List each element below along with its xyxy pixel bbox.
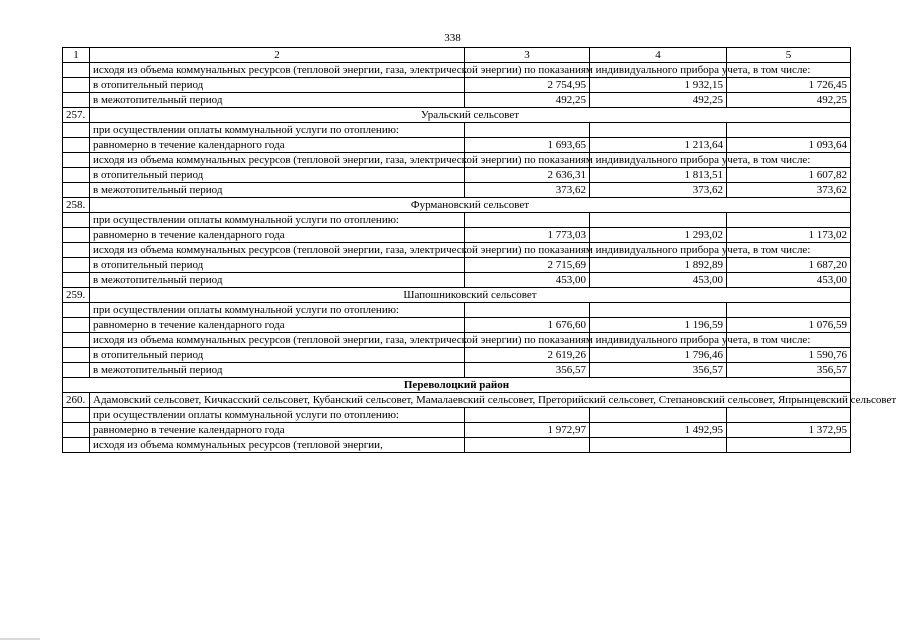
row-number [63, 303, 90, 318]
section-number: 259. [63, 288, 90, 303]
table-row [63, 153, 851, 168]
table-row [63, 273, 851, 288]
row-number [63, 138, 90, 153]
value-col-5: 373,62 [727, 183, 851, 198]
value-col-5: 1 093,64 [727, 138, 851, 153]
table-row [63, 303, 851, 318]
table-row [63, 318, 851, 333]
column-number: 2 [90, 48, 465, 63]
value-col-3: 1 773,03 [465, 228, 590, 243]
value-col-5: 1 173,02 [727, 228, 851, 243]
value-col-5 [727, 123, 851, 138]
value-col-4: 373,62 [590, 183, 727, 198]
table-row [63, 258, 851, 273]
table-row [63, 213, 851, 228]
row-description: при осуществлении оплаты коммунальной услуги по отоплению: [90, 213, 465, 228]
value-col-3: 2 636,31 [465, 168, 590, 183]
row-description: в межотопительный период [90, 363, 465, 378]
value-col-5: 1 607,82 [727, 168, 851, 183]
row-description: исходя из объема коммунальных ресурсов (тепловой энергии, газа, электрической энергии) по показаниям индивидуального прибора учета, в том числе: [90, 333, 465, 348]
value-col-5: 1 726,45 [727, 78, 851, 93]
value-col-3: 1 693,65 [465, 138, 590, 153]
value-col-4 [590, 303, 727, 318]
value-col-5: 356,57 [727, 363, 851, 378]
column-number: 1 [63, 48, 90, 63]
value-col-5: 1 590,76 [727, 348, 851, 363]
section-number: 258. [63, 198, 90, 213]
value-col-4 [590, 408, 727, 423]
value-col-3: 2 619,26 [465, 348, 590, 363]
table-row [63, 93, 851, 108]
row-description: исходя из объема коммунальных ресурсов (тепловой энергии, газа, электрической энергии) по показаниям индивидуального прибора учета, в том числе: [90, 243, 465, 258]
row-description: при осуществлении оплаты коммунальной услуги по отоплению: [90, 303, 465, 318]
row-description: равномерно в течение календарного года [90, 138, 465, 153]
district-row [63, 378, 851, 393]
table-row [63, 408, 851, 423]
row-number [63, 123, 90, 138]
row-description: в межотопительный период [90, 273, 465, 288]
value-col-5 [727, 438, 851, 453]
column-number: 4 [590, 48, 727, 63]
section-title: Фурмановский сельсовет [90, 198, 851, 213]
table-row [63, 438, 851, 453]
value-col-5 [727, 213, 851, 228]
row-number [63, 438, 90, 453]
value-col-4: 356,57 [590, 363, 727, 378]
row-description: в межотопительный период [90, 183, 465, 198]
table-row [63, 138, 851, 153]
value-col-4 [590, 123, 727, 138]
row-number [63, 228, 90, 243]
row-description: в отопительный период [90, 348, 465, 363]
column-number: 3 [465, 48, 590, 63]
value-col-4: 1 932,15 [590, 78, 727, 93]
row-description: исходя из объема коммунальных ресурсов (тепловой энергии, газа, электрической энергии) по показаниям индивидуального прибора учета, в том числе: [90, 63, 465, 78]
table-row [63, 333, 851, 348]
value-col-3 [465, 303, 590, 318]
row-number [63, 408, 90, 423]
value-col-3 [465, 123, 590, 138]
row-description: в отопительный период [90, 78, 465, 93]
row-number [63, 348, 90, 363]
value-col-3: 2 715,69 [465, 258, 590, 273]
value-col-3 [465, 213, 590, 228]
value-col-3: 492,25 [465, 93, 590, 108]
table-row [63, 63, 851, 78]
section-number: 260. [63, 393, 90, 408]
value-col-4 [590, 213, 727, 228]
row-description: равномерно в течение календарного года [90, 228, 465, 243]
row-description: в отопительный период [90, 168, 465, 183]
row-number [63, 363, 90, 378]
row-description: в межотопительный период [90, 93, 465, 108]
row-number [63, 423, 90, 438]
page-number: 338 [444, 32, 461, 44]
section-row [63, 108, 851, 123]
row-description: равномерно в течение календарного года [90, 318, 465, 333]
column-number-row [63, 48, 851, 63]
value-col-3: 453,00 [465, 273, 590, 288]
section-row [63, 288, 851, 303]
row-number [63, 183, 90, 198]
value-col-5: 453,00 [727, 273, 851, 288]
value-col-5 [727, 408, 851, 423]
value-col-5: 1 687,20 [727, 258, 851, 273]
row-description: равномерно в течение календарного года [90, 423, 465, 438]
row-description: при осуществлении оплаты коммунальной услуги по отоплению: [90, 408, 465, 423]
value-col-4: 1 196,59 [590, 318, 727, 333]
value-col-4: 1 796,46 [590, 348, 727, 363]
value-col-5: 492,25 [727, 93, 851, 108]
column-number: 5 [727, 48, 851, 63]
value-col-4: 1 892,89 [590, 258, 727, 273]
tariff-table-body [63, 48, 897, 453]
value-col-3 [465, 438, 590, 453]
row-number [63, 78, 90, 93]
value-col-4: 1 293,02 [590, 228, 727, 243]
row-number [63, 273, 90, 288]
district-title: Переволоцкий район [63, 378, 851, 393]
section-number: 257. [63, 108, 90, 123]
value-col-4: 1 813,51 [590, 168, 727, 183]
tariff-table [62, 47, 897, 453]
value-col-3: 356,57 [465, 363, 590, 378]
table-row [63, 348, 851, 363]
section-row [63, 393, 851, 408]
section-title: Уральский сельсовет [90, 108, 851, 123]
value-col-4 [590, 438, 727, 453]
value-col-3 [465, 408, 590, 423]
value-col-5 [727, 303, 851, 318]
row-number [63, 213, 90, 228]
row-number [63, 318, 90, 333]
value-col-4: 1 492,95 [590, 423, 727, 438]
section-title: Шапошниковский сельсовет [90, 288, 851, 303]
value-col-3: 373,62 [465, 183, 590, 198]
row-description: исходя из объема коммунальных ресурсов (тепловой энергии, [90, 438, 465, 453]
value-col-3: 2 754,95 [465, 78, 590, 93]
row-number [63, 168, 90, 183]
value-col-3: 1 676,60 [465, 318, 590, 333]
section-title: Адамовский сельсовет, Кичкасский сельсовет, Кубанский сельсовет, Мамалаевский сельсовет, Преторийский сельсовет, Степановский сельсовет, Япрынцевский сельсовет [90, 393, 851, 408]
table-row [63, 363, 851, 378]
value-col-4: 453,00 [590, 273, 727, 288]
value-col-4: 492,25 [590, 93, 727, 108]
section-row [63, 198, 851, 213]
row-number [63, 333, 90, 348]
row-number [63, 243, 90, 258]
table-row [63, 123, 851, 138]
row-number [63, 153, 90, 168]
table-row [63, 228, 851, 243]
table-row [63, 423, 851, 438]
row-description: при осуществлении оплаты коммунальной услуги по отоплению: [90, 123, 465, 138]
value-col-5: 1 372,95 [727, 423, 851, 438]
row-description: исходя из объема коммунальных ресурсов (тепловой энергии, газа, электрической энергии) по показаниям индивидуального прибора учета, в том числе: [90, 153, 465, 168]
value-col-4: 1 213,64 [590, 138, 727, 153]
table-row [63, 183, 851, 198]
table-row [63, 168, 851, 183]
value-col-5: 1 076,59 [727, 318, 851, 333]
row-number [63, 258, 90, 273]
value-col-3: 1 972,97 [465, 423, 590, 438]
row-description: в отопительный период [90, 258, 465, 273]
row-number [63, 93, 90, 108]
table-row [63, 78, 851, 93]
table-row [63, 243, 851, 258]
row-number [63, 63, 90, 78]
